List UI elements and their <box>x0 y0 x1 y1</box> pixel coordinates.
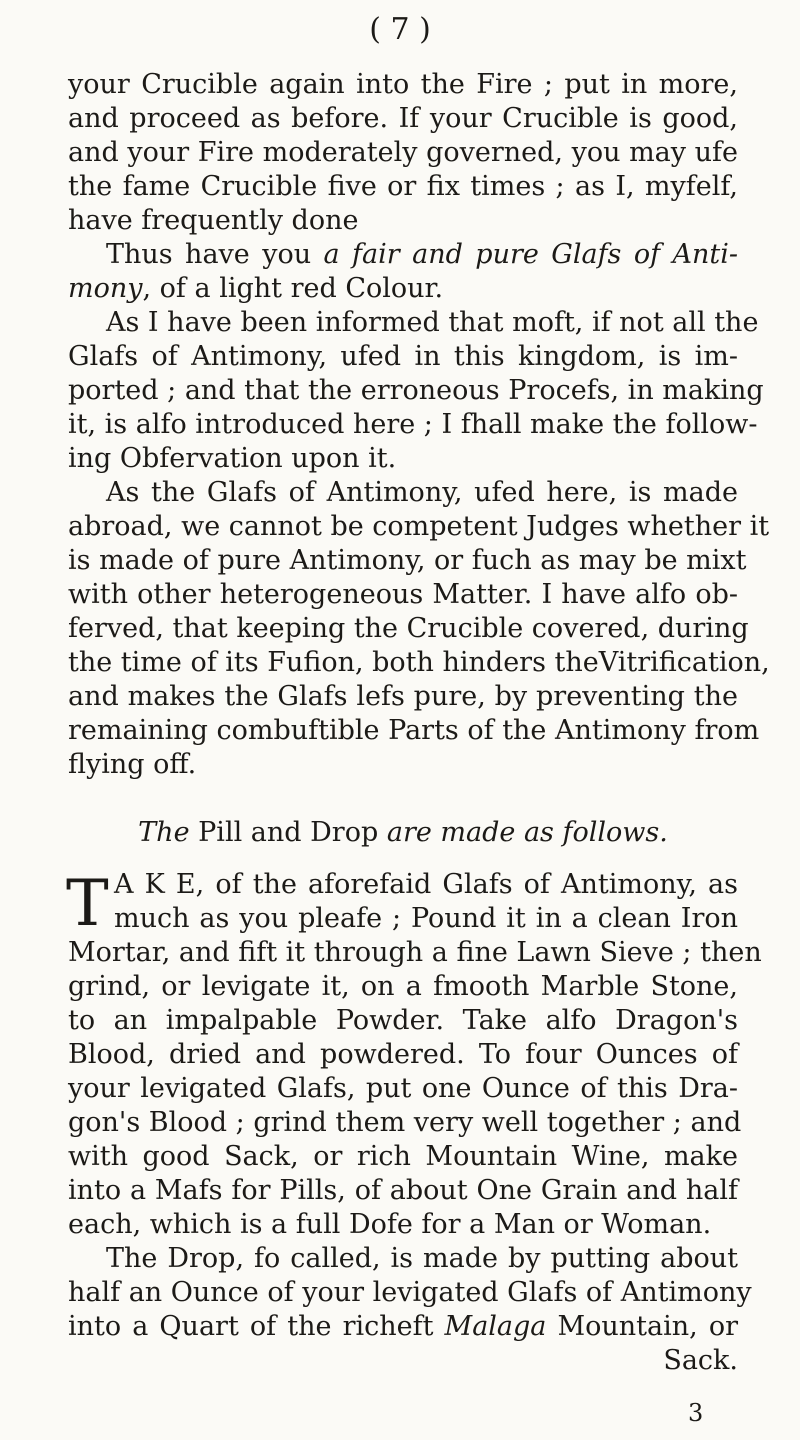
heading-text: Pill and Drop <box>189 817 387 848</box>
text-span: into a Quart of the richeft <box>68 1311 445 1342</box>
text-line: into a Mafs for Pills, of about One Grain and half <box>68 1175 738 1206</box>
text-span: Mountain, or <box>546 1311 738 1342</box>
catchword: 3 <box>688 1399 704 1427</box>
text-line: your levigated Glafs, put one Ounce of this Dra- <box>68 1073 738 1104</box>
text-line: gon's Blood ; grind them very well together ; and <box>68 1107 742 1138</box>
text-line: Mortar, and fift it through a fine Lawn Sieve ; then <box>68 937 762 968</box>
text-line <box>68 1310 738 1344</box>
text-line: ing Obfervation upon it. <box>68 443 397 474</box>
text-line: the fame Crucible five or fix times ; as I, myfelf, <box>68 171 738 202</box>
text-line: is made of pure Antimony, or fuch as may be mixt <box>68 545 747 576</box>
text-line: As I have been informed that moft, if not all the <box>106 307 759 338</box>
text-line: The Drop, fo called, is made by putting about <box>106 1243 738 1274</box>
text-line: with other heterogeneous Matter. I have alfo ob- <box>68 579 738 610</box>
text-line: flying off. <box>68 749 197 780</box>
page-number: ( 7 ) <box>369 12 431 47</box>
text-line: and makes the Glafs lefs pure, by preventing the <box>68 681 738 712</box>
drop-cap: T <box>66 867 109 941</box>
text-line: to an impalpable Powder. Take alfo Dragon's <box>68 1005 738 1036</box>
text-span: Thus have you <box>106 239 324 270</box>
heading-italic: The <box>138 817 190 848</box>
text-line: and your Fire moderately governed, you may ufe <box>68 137 738 168</box>
text-line: Blood, dried and powdered. To four Ounces of <box>68 1039 738 1070</box>
text-line: your Crucible again into the Fire ; put in more, <box>68 69 738 100</box>
text-line: ferved, that keeping the Crucible covered, during <box>68 613 749 644</box>
text-line: with good Sack, or rich Mountain Wine, make <box>68 1141 738 1172</box>
italic-span: Malaga <box>444 1311 547 1342</box>
section-heading <box>68 816 738 850</box>
italic-span: a fair and pure Glafs of Anti- <box>323 239 738 270</box>
text-line: each, which is a full Dofe for a Man or Woman. <box>68 1209 712 1240</box>
text-line: and proceed as before. If your Crucible is good, <box>68 103 738 134</box>
text-span: , of a light red Colour. <box>142 273 444 304</box>
italic-span: mony <box>68 273 143 304</box>
text-line <box>68 272 738 306</box>
text-line: A K E, of the aforefaid Glafs of Antimony, as <box>114 869 738 900</box>
text-line <box>106 238 738 272</box>
text-line: remaining combuftible Parts of the Antimony from <box>68 715 760 746</box>
text-line: Sack. <box>663 1345 738 1376</box>
text-line: ported ; and that the erroneous Procefs, in making <box>68 375 764 406</box>
text-line: half an Ounce of your levigated Glafs of Antimony <box>68 1277 752 1308</box>
text-line: As the Glafs of Antimony, ufed here, is made <box>106 477 738 508</box>
text-line: the time of its Fufion, both hinders theVitrification, <box>68 647 770 678</box>
text-line: it, is alfo introduced here ; I fhall make the follow- <box>68 409 758 440</box>
heading-italic: are made as follows. <box>386 817 668 848</box>
text-line: Glafs of Antimony, ufed in this kingdom, is im- <box>68 341 738 372</box>
text-line: abroad, we cannot be competent Judges whether it <box>68 511 770 542</box>
text-line: much as you pleafe ; Pound it in a clean Iron <box>114 903 738 934</box>
text-line: have frequently done <box>68 205 359 236</box>
text-line: grind, or levigate it, on a fmooth Marble Stone, <box>68 971 738 1002</box>
